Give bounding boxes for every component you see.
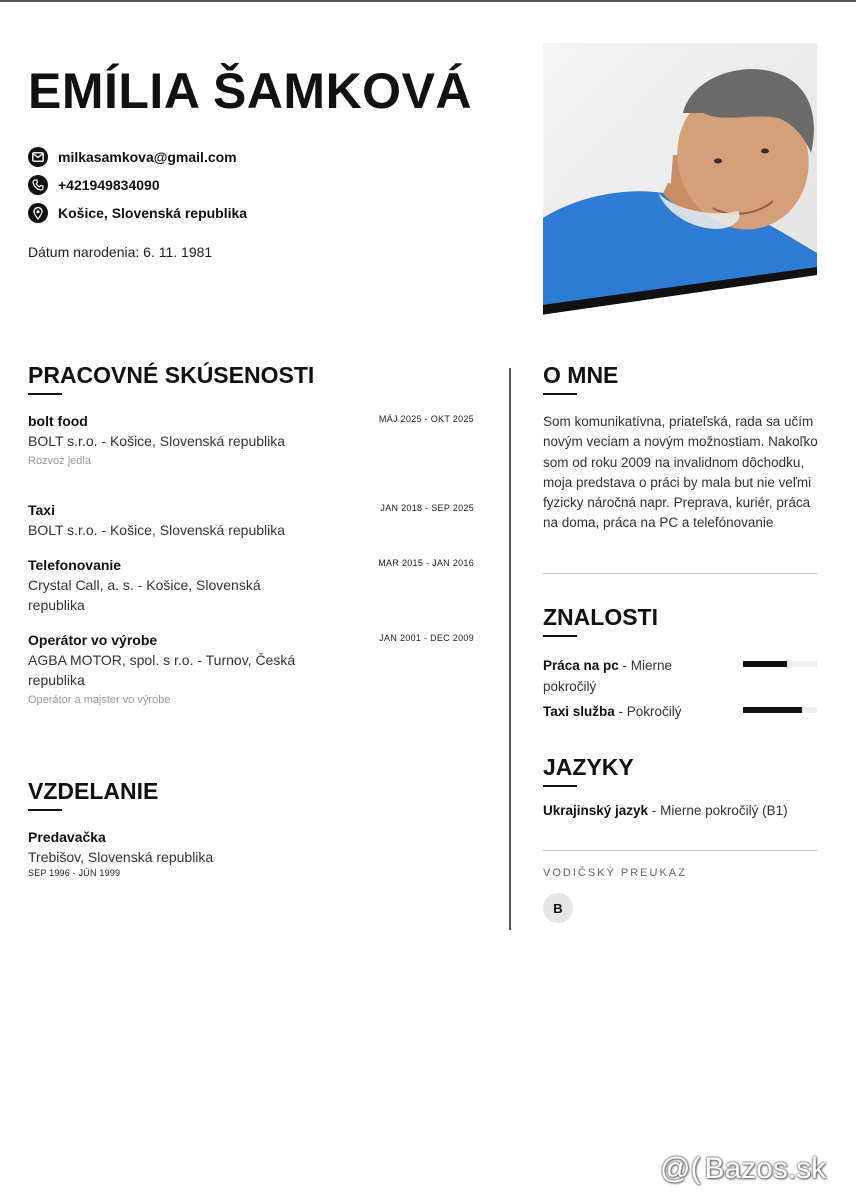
job-entry bbox=[28, 411, 474, 469]
about-heading-underline bbox=[543, 393, 577, 395]
job-title: bolt food bbox=[28, 413, 88, 429]
language-level: Mierne pokročilý (B1) bbox=[660, 803, 788, 818]
phone-icon bbox=[28, 175, 48, 195]
job-note: Operátor a majster vo výrobe bbox=[28, 694, 171, 706]
job-company: BOLT s.r.o. - Košice, Slovenská republika bbox=[28, 433, 286, 449]
experience-heading: PRACOVNÉ SKÚSENOSTI bbox=[28, 362, 315, 388]
contact-email[interactable] bbox=[28, 146, 237, 168]
profile-photo bbox=[543, 43, 817, 321]
skill-label: Taxi služba - Pokročilý bbox=[543, 704, 682, 719]
skill-bar-fill bbox=[743, 661, 787, 667]
section-separator bbox=[543, 573, 817, 574]
skill-bar bbox=[743, 661, 817, 667]
skills-heading: ZNALOSTI bbox=[543, 604, 658, 630]
education-entry bbox=[28, 827, 213, 878]
email-text: milkasamkova@gmail.com bbox=[58, 149, 237, 165]
skill-name: Práca na pc bbox=[543, 658, 619, 673]
job-date: MAR 2015 - JAN 2016 bbox=[378, 558, 474, 568]
job-company: AGBA MOTOR, spol. s r.o. - Turnov, Česká republika bbox=[28, 652, 296, 688]
date-of-birth: Dátum narodenia: 6. 11. 1981 bbox=[28, 244, 213, 260]
skill-label: Práca na pc - Mierne pokročilý bbox=[543, 658, 673, 694]
skill-bar-fill bbox=[743, 707, 802, 713]
email-icon bbox=[28, 147, 48, 167]
job-date: JAN 2001 - DEC 2009 bbox=[379, 633, 474, 643]
skill-level: Pokročilý bbox=[626, 704, 682, 719]
experience-heading-underline bbox=[28, 393, 62, 395]
education-date: SEP 1996 - JÚN 1999 bbox=[28, 868, 121, 878]
education-title: Predavačka bbox=[28, 829, 106, 845]
skill-item bbox=[543, 701, 817, 722]
language-item: Ukrajinský jazyk - Mierne pokročilý (B1) bbox=[543, 803, 788, 818]
about-text: Som komunikatívna, priateľská, rada sa učím novým veciam a novým možnostiam. Nakoľko som od roku 2009 na invalidnom dôchodku, moja predstava o práci by mala but nie veľmi fyzicky náročná napr. Preprava, kuriér, práca na doma, práca na PC a telefónovanie bbox=[543, 414, 818, 531]
license-heading: VODIČSKÝ PREUKAZ bbox=[543, 867, 687, 879]
watermark-text: Bazos.sk bbox=[704, 1152, 827, 1185]
language-name: Ukrajinský jazyk bbox=[543, 803, 649, 818]
license-category-badge: B bbox=[543, 893, 573, 923]
top-border bbox=[0, 0, 856, 2]
job-note: Rozvoz jedla bbox=[28, 455, 91, 467]
job-title: Taxi bbox=[28, 502, 55, 518]
location-text: Košice, Slovenská republika bbox=[58, 205, 248, 221]
education-heading-underline bbox=[28, 809, 62, 811]
skill-level: Mierne pokročilý bbox=[543, 658, 673, 694]
contact-location bbox=[28, 202, 247, 224]
job-company: Crystal Call, a. s. - Košice, Slovenská republika bbox=[28, 577, 261, 613]
person-name: EMÍLIA ŠAMKOVÁ bbox=[28, 63, 473, 119]
education-place: Trebišov, Slovenská republika bbox=[28, 849, 214, 865]
column-divider bbox=[509, 368, 511, 930]
bazos-watermark bbox=[660, 1152, 826, 1186]
job-title: Operátor vo výrobe bbox=[28, 632, 158, 648]
location-icon bbox=[28, 203, 48, 223]
education-heading: VZDELANIE bbox=[28, 778, 159, 804]
job-company: BOLT s.r.o. - Košice, Slovenská republika bbox=[28, 522, 286, 538]
watermark-at: @( bbox=[660, 1152, 701, 1185]
job-entry bbox=[28, 500, 474, 540]
job-entry bbox=[28, 555, 474, 615]
languages-heading: JAZYKY bbox=[543, 754, 634, 780]
section-separator bbox=[543, 850, 817, 851]
job-date: JAN 2018 - SEP 2025 bbox=[380, 503, 474, 513]
skill-name: Taxi služba bbox=[543, 704, 615, 719]
languages-heading-underline bbox=[543, 785, 577, 787]
about-heading: O MNE bbox=[543, 362, 619, 388]
skill-item bbox=[543, 655, 817, 697]
skill-bar bbox=[743, 707, 817, 713]
contact-phone[interactable] bbox=[28, 174, 160, 196]
job-entry bbox=[28, 630, 474, 708]
skills-heading-underline bbox=[543, 635, 577, 637]
phone-text: +421949834090 bbox=[58, 177, 160, 193]
job-date: MÁJ 2025 - OKT 2025 bbox=[378, 414, 474, 424]
job-title: Telefonovanie bbox=[28, 557, 122, 573]
